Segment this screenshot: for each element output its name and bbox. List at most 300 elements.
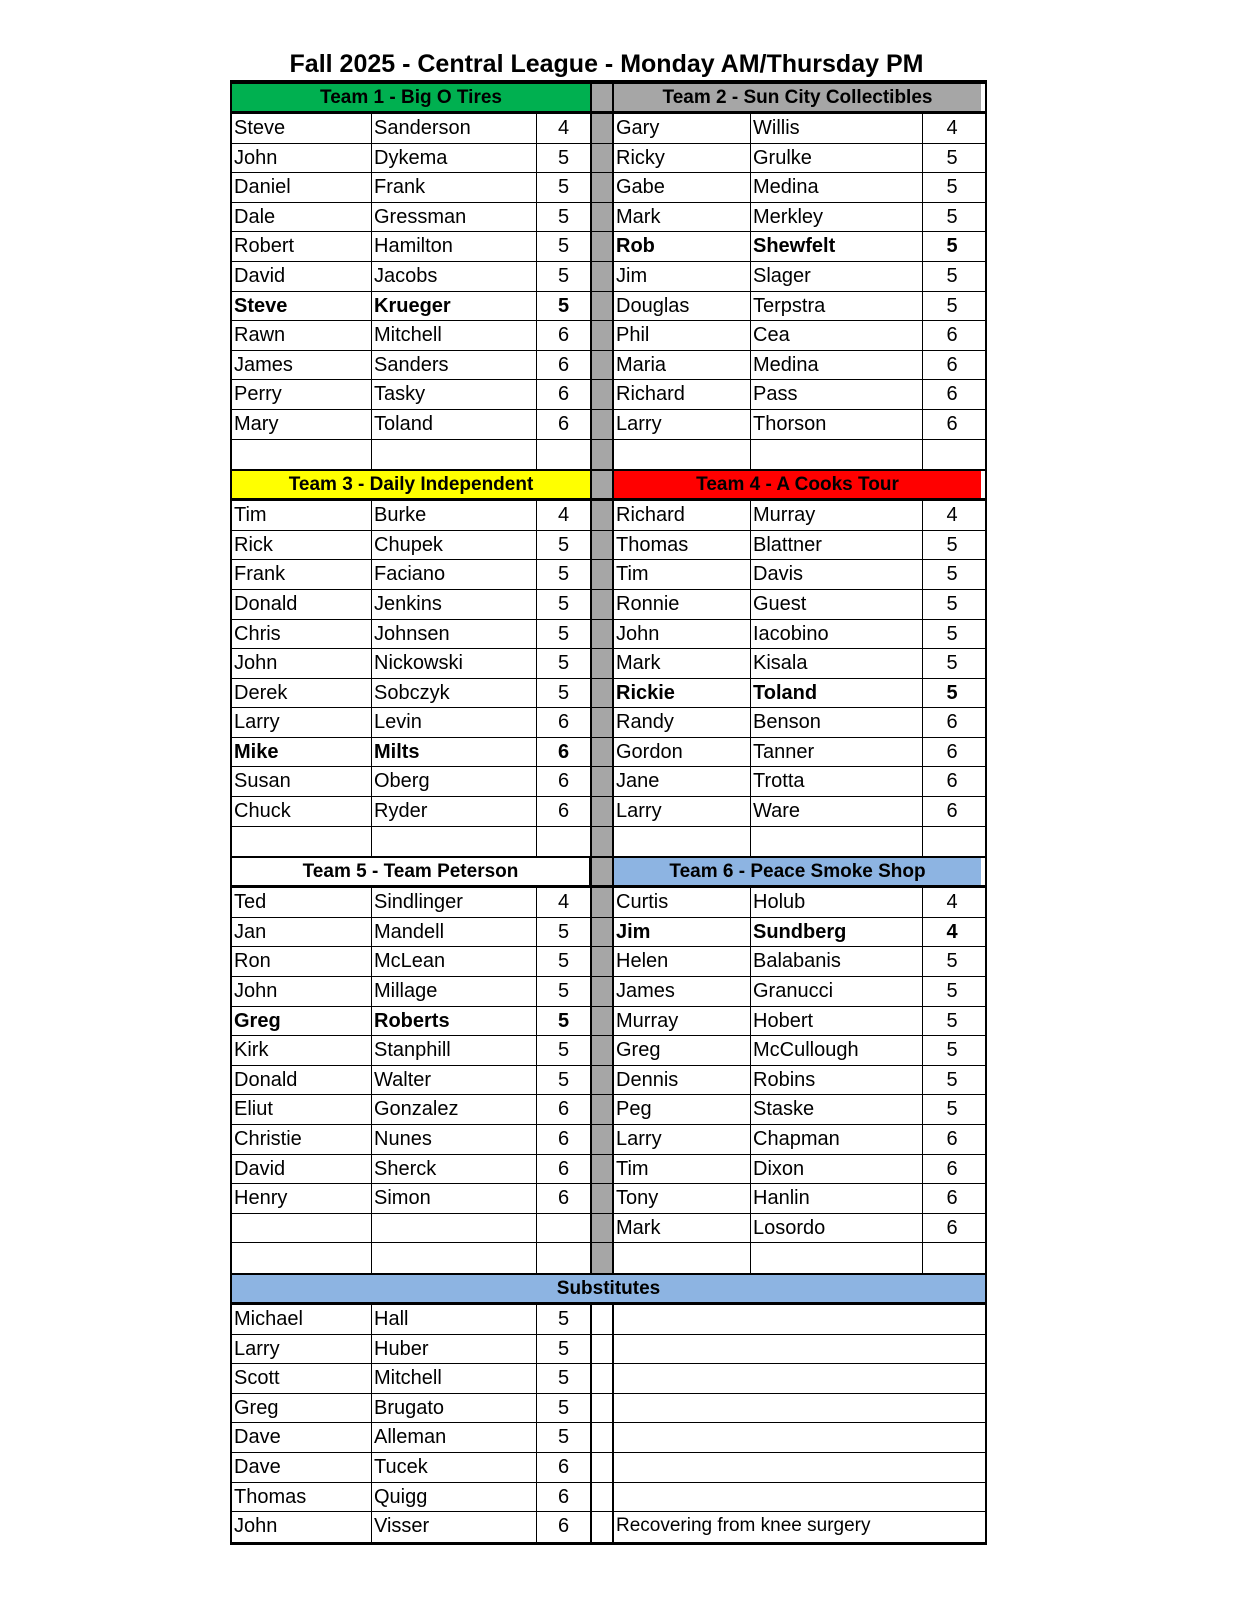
sub-first-name: Thomas — [232, 1483, 372, 1512]
sub-note: Recovering from knee surgery — [616, 1515, 871, 1537]
sub-note — [614, 1335, 981, 1364]
player-first-name: Mark — [614, 1214, 751, 1243]
player-rating: 6 — [946, 1157, 958, 1180]
player-rating: 6 — [557, 1098, 570, 1121]
player-first-name: Greg — [232, 1007, 372, 1036]
player-first-name: Mark — [614, 203, 751, 232]
player-last-name — [372, 827, 537, 857]
player-rating: 4 — [946, 891, 958, 914]
player-last-name: Davis — [751, 560, 923, 589]
column-separator — [590, 501, 614, 530]
player-rating: 5 — [946, 533, 958, 556]
sub-rating: 6 — [557, 1515, 570, 1538]
player-rating: 5 — [557, 235, 570, 258]
table-row — [232, 1036, 985, 1066]
player-rating: 5 — [946, 294, 958, 317]
column-separator — [590, 440, 614, 470]
player-rating: 6 — [946, 1187, 958, 1210]
table-row — [232, 708, 985, 738]
player-last-name: Grulke — [751, 144, 923, 173]
player-first-name: Thomas — [614, 531, 751, 560]
player-rating: 4 — [946, 504, 958, 527]
player-first-name: Larry — [614, 410, 751, 439]
roster-sheet — [230, 80, 987, 1545]
table-row — [232, 501, 985, 531]
player-rating — [537, 440, 590, 470]
team-header-row — [232, 471, 985, 501]
player-last-name: Ryder — [372, 797, 537, 826]
column-separator — [590, 590, 614, 619]
player-first-name: Jan — [232, 918, 372, 947]
column-separator — [590, 1305, 614, 1334]
column-separator — [590, 1512, 614, 1542]
player-last-name: Ware — [751, 797, 923, 826]
table-row — [232, 1184, 985, 1214]
team-name: Team 4 - A Cooks Tour — [614, 471, 981, 498]
player-rating: 5 — [557, 294, 570, 317]
column-separator — [590, 797, 614, 826]
table-row — [232, 1125, 985, 1155]
player-rating: 5 — [557, 652, 570, 675]
player-first-name — [614, 827, 751, 857]
player-rating: 5 — [557, 533, 570, 556]
player-last-name: Willis — [751, 114, 923, 143]
player-first-name: Ronnie — [614, 590, 751, 619]
player-last-name — [751, 827, 923, 857]
sub-first-name: Greg — [232, 1394, 372, 1423]
player-last-name: Benson — [751, 708, 923, 737]
player-first-name: Richard — [614, 380, 751, 409]
table-row — [232, 1394, 985, 1424]
player-last-name — [372, 1214, 537, 1243]
player-first-name: Jim — [614, 918, 751, 947]
player-last-name: Gonzalez — [372, 1095, 537, 1124]
player-first-name: Tony — [614, 1184, 751, 1213]
player-first-name: Rob — [614, 232, 751, 261]
player-rating: 6 — [557, 383, 570, 406]
sub-note — [614, 1453, 981, 1482]
column-separator — [590, 262, 614, 291]
sub-last-name: Visser — [372, 1512, 537, 1542]
table-row — [232, 1335, 985, 1365]
player-rating: 5 — [946, 652, 958, 675]
sub-rating: 5 — [557, 1426, 570, 1449]
player-first-name: Chris — [232, 620, 372, 649]
table-row — [232, 590, 985, 620]
column-separator — [590, 1394, 614, 1423]
table-row — [232, 1483, 985, 1513]
table-row — [232, 410, 985, 440]
player-first-name: Tim — [614, 1155, 751, 1184]
player-last-name — [751, 1243, 923, 1273]
sub-last-name: Brugato — [372, 1394, 537, 1423]
player-last-name: Hamilton — [372, 232, 537, 261]
player-last-name: Jenkins — [372, 590, 537, 619]
player-rating: 4 — [946, 117, 958, 139]
player-last-name: Tasky — [372, 380, 537, 409]
column-separator — [590, 410, 614, 439]
sub-rating: 5 — [557, 1396, 570, 1419]
player-rating — [537, 1214, 590, 1243]
column-separator — [590, 1364, 614, 1393]
player-last-name: Mitchell — [372, 321, 537, 350]
player-rating — [923, 440, 981, 470]
player-last-name: Chupek — [372, 531, 537, 560]
table-row — [232, 947, 985, 977]
column-separator — [590, 1007, 614, 1036]
player-last-name: Millage — [372, 977, 537, 1006]
player-rating: 5 — [557, 1039, 570, 1062]
column-separator — [590, 918, 614, 947]
column-separator — [590, 1036, 614, 1065]
table-row — [232, 1155, 985, 1185]
player-last-name: Shewfelt — [751, 232, 923, 261]
table-row — [232, 797, 985, 827]
team-header-row — [232, 84, 985, 114]
table-row — [232, 203, 985, 233]
player-last-name: Milts — [372, 738, 537, 767]
player-first-name: Phil — [614, 321, 751, 350]
player-first-name: Curtis — [614, 888, 751, 917]
player-last-name: Sundberg — [751, 918, 923, 947]
player-first-name: Rick — [232, 531, 372, 560]
player-last-name: Robins — [751, 1066, 923, 1095]
player-last-name: Krueger — [372, 292, 537, 321]
player-last-name: Hobert — [751, 1007, 923, 1036]
player-first-name: Jane — [614, 767, 751, 796]
table-row — [232, 1214, 985, 1244]
player-last-name: Kisala — [751, 649, 923, 678]
player-first-name: Murray — [614, 1007, 751, 1036]
player-first-name: Eliut — [232, 1095, 372, 1124]
table-row — [232, 767, 985, 797]
player-rating: 5 — [946, 1068, 958, 1091]
table-row — [232, 173, 985, 203]
team-block — [232, 84, 985, 471]
player-rating — [537, 827, 590, 857]
player-first-name: Gordon — [614, 738, 751, 767]
column-separator — [590, 858, 614, 885]
sub-note — [614, 1394, 981, 1423]
player-rating: 5 — [557, 622, 570, 645]
player-rating: 6 — [946, 711, 958, 734]
player-first-name: Maria — [614, 351, 751, 380]
player-first-name: Peg — [614, 1095, 751, 1124]
column-separator — [590, 708, 614, 737]
player-first-name: Dale — [232, 203, 372, 232]
player-rating: 5 — [557, 1009, 570, 1032]
column-separator — [590, 1335, 614, 1364]
player-rating: 6 — [557, 1157, 570, 1180]
player-last-name: Staske — [751, 1095, 923, 1124]
substitutes-header: Substitutes — [232, 1275, 985, 1305]
player-rating: 5 — [946, 1039, 958, 1062]
sub-last-name: Quigg — [372, 1483, 537, 1512]
team-block — [232, 858, 985, 1275]
player-first-name: Ron — [232, 947, 372, 976]
player-first-name: James — [614, 977, 751, 1006]
column-separator — [590, 649, 614, 678]
player-rating: 5 — [946, 146, 958, 169]
column-separator — [590, 1453, 614, 1482]
player-first-name: Ricky — [614, 144, 751, 173]
player-first-name — [614, 1243, 751, 1273]
player-last-name: Holub — [751, 888, 923, 917]
table-row — [232, 1305, 985, 1335]
table-row — [232, 232, 985, 262]
column-separator — [590, 1066, 614, 1095]
team-name: Team 3 - Daily Independent — [232, 471, 590, 498]
player-rating: 5 — [557, 146, 570, 169]
table-row — [232, 1512, 985, 1542]
table-row — [232, 1453, 985, 1483]
player-first-name: Gary — [614, 114, 751, 143]
player-first-name: John — [614, 620, 751, 649]
player-last-name: Merkley — [751, 203, 923, 232]
sub-last-name: Alleman — [372, 1423, 537, 1452]
player-first-name: Tim — [614, 560, 751, 589]
player-rating: 5 — [946, 592, 958, 615]
player-rating: 6 — [557, 353, 570, 376]
player-rating: 5 — [946, 176, 958, 199]
player-last-name: Stanphill — [372, 1036, 537, 1065]
player-last-name: Trotta — [751, 767, 923, 796]
player-rating: 6 — [946, 800, 958, 823]
column-separator — [590, 1423, 614, 1452]
player-last-name — [372, 1243, 537, 1273]
player-rating: 5 — [946, 1009, 958, 1032]
player-first-name: Tim — [232, 501, 372, 530]
player-last-name: Oberg — [372, 767, 537, 796]
column-separator — [590, 1243, 614, 1273]
column-separator — [590, 114, 614, 143]
player-last-name: Cea — [751, 321, 923, 350]
player-rating: 6 — [557, 711, 570, 734]
column-separator — [590, 321, 614, 350]
table-row — [232, 620, 985, 650]
table-row — [232, 1007, 985, 1037]
player-last-name: Toland — [751, 679, 923, 708]
column-separator — [590, 1483, 614, 1512]
column-separator — [590, 351, 614, 380]
player-last-name: Dykema — [372, 144, 537, 173]
table-row — [232, 679, 985, 709]
sub-note — [614, 1423, 981, 1452]
substitutes-block — [232, 1275, 985, 1545]
player-last-name: Sobczyk — [372, 679, 537, 708]
player-first-name: Randy — [614, 708, 751, 737]
player-rating: 5 — [557, 681, 570, 704]
sub-first-name: Scott — [232, 1364, 372, 1393]
player-rating: 5 — [946, 980, 958, 1003]
player-rating: 6 — [946, 740, 958, 763]
player-rating: 5 — [557, 176, 570, 199]
table-row — [232, 560, 985, 590]
column-separator — [590, 620, 614, 649]
player-rating: 4 — [946, 920, 958, 943]
player-last-name: Slager — [751, 262, 923, 291]
player-first-name: Derek — [232, 679, 372, 708]
player-first-name — [232, 1243, 372, 1273]
team-name: Team 5 - Team Peterson — [232, 858, 590, 885]
table-row — [232, 1243, 985, 1273]
column-separator — [590, 203, 614, 232]
player-rating: 5 — [557, 920, 570, 943]
player-rating: 6 — [946, 324, 958, 347]
table-row — [232, 144, 985, 174]
player-last-name: Medina — [751, 173, 923, 202]
player-first-name: Helen — [614, 947, 751, 976]
player-last-name: Hanlin — [751, 1184, 923, 1213]
player-last-name: Mandell — [372, 918, 537, 947]
player-last-name: Terpstra — [751, 292, 923, 321]
player-last-name: Sherck — [372, 1155, 537, 1184]
player-first-name: Douglas — [614, 292, 751, 321]
player-last-name: McLean — [372, 947, 537, 976]
table-row — [232, 351, 985, 381]
column-separator — [590, 1095, 614, 1124]
player-last-name: Sindlinger — [372, 888, 537, 917]
table-row — [232, 292, 985, 322]
table-row — [232, 738, 985, 768]
table-row — [232, 1066, 985, 1096]
column-separator — [590, 531, 614, 560]
player-rating: 6 — [557, 740, 570, 763]
player-first-name — [232, 1214, 372, 1243]
player-rating: 5 — [946, 563, 958, 586]
player-rating: 6 — [946, 412, 958, 435]
table-row — [232, 888, 985, 918]
sub-rating: 6 — [557, 1485, 570, 1508]
column-separator — [590, 560, 614, 589]
player-last-name: Frank — [372, 173, 537, 202]
player-last-name: Tanner — [751, 738, 923, 767]
player-rating: 5 — [557, 980, 570, 1003]
column-separator — [590, 471, 614, 498]
player-last-name: Sanderson — [372, 114, 537, 143]
table-row — [232, 262, 985, 292]
column-separator — [590, 738, 614, 767]
table-row — [232, 1095, 985, 1125]
player-rating: 6 — [557, 324, 570, 347]
sub-rating: 5 — [557, 1367, 570, 1390]
column-separator — [590, 679, 614, 708]
column-separator — [590, 84, 614, 111]
sub-note — [614, 1305, 981, 1334]
player-first-name: Mike — [232, 738, 372, 767]
player-rating: 5 — [946, 205, 958, 228]
sub-first-name: John — [232, 1512, 372, 1542]
player-first-name: Greg — [614, 1036, 751, 1065]
player-first-name: Rickie — [614, 679, 751, 708]
sub-first-name: Dave — [232, 1423, 372, 1452]
team-name: Team 6 - Peace Smoke Shop — [614, 858, 981, 885]
player-last-name: Faciano — [372, 560, 537, 589]
sub-note — [614, 1364, 981, 1393]
player-first-name: Steve — [232, 292, 372, 321]
player-rating: 5 — [946, 1098, 958, 1121]
player-first-name: John — [232, 649, 372, 678]
player-first-name: David — [232, 1155, 372, 1184]
player-rating: 6 — [946, 1128, 958, 1150]
team-block — [232, 471, 985, 858]
player-first-name: Larry — [614, 1125, 751, 1154]
player-rating: 5 — [946, 264, 958, 287]
player-first-name: Mark — [614, 649, 751, 678]
player-first-name: Perry — [232, 380, 372, 409]
player-rating: 6 — [557, 412, 570, 435]
sub-last-name: Mitchell — [372, 1364, 537, 1393]
player-first-name: Susan — [232, 767, 372, 796]
player-first-name: Robert — [232, 232, 372, 261]
player-first-name — [232, 827, 372, 857]
player-last-name: McCullough — [751, 1036, 923, 1065]
player-rating: 5 — [946, 235, 958, 258]
player-first-name: James — [232, 351, 372, 380]
player-last-name: Johnsen — [372, 620, 537, 649]
player-rating: 4 — [557, 117, 570, 139]
player-first-name: Christie — [232, 1125, 372, 1154]
player-last-name: Levin — [372, 708, 537, 737]
team-header-row — [232, 858, 985, 888]
table-row — [232, 114, 985, 144]
sub-rating: 6 — [557, 1455, 570, 1478]
player-rating: 5 — [946, 950, 958, 973]
player-first-name: Richard — [614, 501, 751, 530]
player-rating: 5 — [557, 264, 570, 287]
player-rating: 5 — [557, 205, 570, 228]
player-first-name: Donald — [232, 590, 372, 619]
sub-last-name: Tucek — [372, 1453, 537, 1482]
team-name: Team 1 - Big O Tires — [232, 84, 590, 111]
player-last-name: Guest — [751, 590, 923, 619]
column-separator — [590, 888, 614, 917]
player-rating: 4 — [557, 891, 570, 914]
player-last-name: Burke — [372, 501, 537, 530]
player-first-name: Ted — [232, 888, 372, 917]
player-first-name: Chuck — [232, 797, 372, 826]
column-separator — [590, 380, 614, 409]
player-first-name: Larry — [232, 708, 372, 737]
player-rating: 6 — [557, 1187, 570, 1210]
table-row — [232, 1423, 985, 1453]
table-row — [232, 649, 985, 679]
table-row — [232, 440, 985, 470]
player-first-name: Dennis — [614, 1066, 751, 1095]
table-row — [232, 1364, 985, 1394]
column-separator — [590, 947, 614, 976]
player-last-name — [751, 440, 923, 470]
player-last-name: Balabanis — [751, 947, 923, 976]
page-title: Fall 2025 - Central League - Monday AM/Thursday PM — [289, 50, 924, 78]
player-last-name: Simon — [372, 1184, 537, 1213]
player-rating — [537, 1243, 590, 1273]
sub-first-name: Dave — [232, 1453, 372, 1482]
player-last-name — [372, 440, 537, 470]
player-first-name: Daniel — [232, 173, 372, 202]
team-name: Team 2 - Sun City Collectibles — [614, 84, 981, 111]
player-last-name: Medina — [751, 351, 923, 380]
player-first-name: Donald — [232, 1066, 372, 1095]
player-rating: 6 — [946, 1216, 958, 1239]
sub-note — [614, 1483, 981, 1512]
player-first-name — [232, 440, 372, 470]
player-first-name: Gabe — [614, 173, 751, 202]
player-last-name: Granucci — [751, 977, 923, 1006]
player-last-name: Sanders — [372, 351, 537, 380]
player-last-name: Nickowski — [372, 649, 537, 678]
player-first-name — [614, 440, 751, 470]
